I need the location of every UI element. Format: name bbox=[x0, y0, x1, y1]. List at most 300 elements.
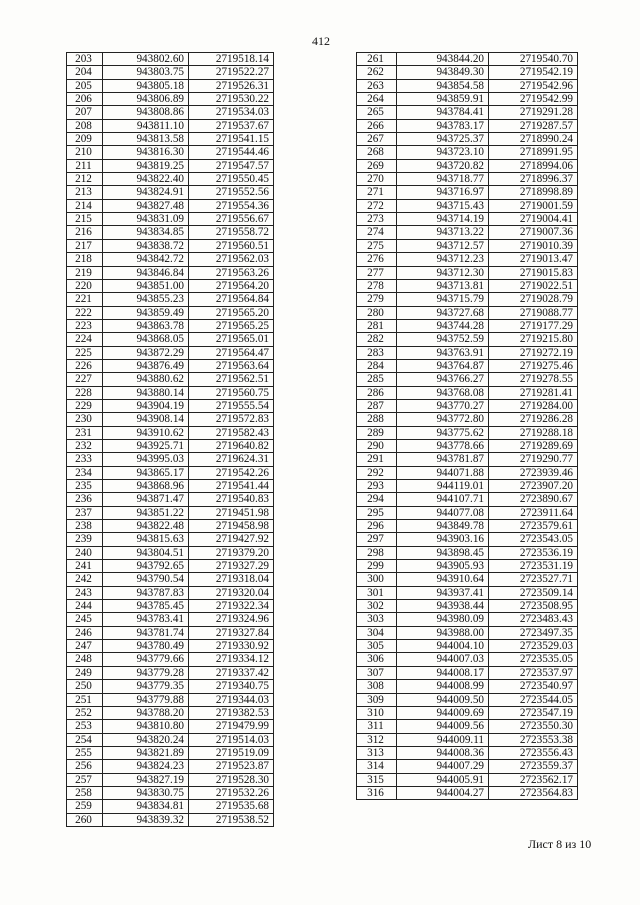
y-coordinate: 2718996.37 bbox=[489, 173, 578, 186]
coordinates-table-left bbox=[66, 52, 274, 827]
point-number: 286 bbox=[357, 386, 397, 399]
table-row bbox=[357, 693, 578, 706]
table-row bbox=[67, 146, 274, 159]
y-coordinate: 2719028.79 bbox=[489, 293, 578, 306]
table-row bbox=[67, 439, 274, 452]
point-number: 312 bbox=[357, 733, 397, 746]
y-coordinate: 2719001.59 bbox=[489, 199, 578, 212]
x-coordinate: 943788.20 bbox=[103, 706, 189, 719]
y-coordinate: 2719565.25 bbox=[189, 319, 274, 332]
x-coordinate: 944009.11 bbox=[397, 733, 489, 746]
y-coordinate: 2723939.46 bbox=[489, 466, 578, 479]
point-number: 293 bbox=[357, 480, 397, 493]
table-row bbox=[357, 173, 578, 186]
x-coordinate: 943842.72 bbox=[103, 253, 189, 266]
x-coordinate: 943910.64 bbox=[397, 573, 489, 586]
table-row bbox=[67, 106, 274, 119]
x-coordinate: 943813.58 bbox=[103, 133, 189, 146]
y-coordinate: 2719013.47 bbox=[489, 253, 578, 266]
table-row bbox=[67, 333, 274, 346]
y-coordinate: 2719177.29 bbox=[489, 319, 578, 332]
point-number: 285 bbox=[357, 373, 397, 386]
table-row bbox=[357, 93, 578, 106]
y-coordinate: 2719382.53 bbox=[189, 706, 274, 719]
y-coordinate: 2719550.45 bbox=[189, 173, 274, 186]
x-coordinate: 943779.28 bbox=[103, 666, 189, 679]
y-coordinate: 2719582.43 bbox=[189, 426, 274, 439]
point-number: 206 bbox=[67, 93, 103, 106]
y-coordinate: 2719278.55 bbox=[489, 373, 578, 386]
page-number: 412 bbox=[312, 34, 330, 48]
x-coordinate: 943903.16 bbox=[397, 533, 489, 546]
y-coordinate: 2719337.42 bbox=[189, 666, 274, 679]
table-row bbox=[357, 159, 578, 172]
point-number: 229 bbox=[67, 399, 103, 412]
point-number: 282 bbox=[357, 333, 397, 346]
x-coordinate: 943937.41 bbox=[397, 586, 489, 599]
table-row bbox=[357, 546, 578, 559]
table-row bbox=[67, 173, 274, 186]
table-row bbox=[67, 239, 274, 252]
point-number: 314 bbox=[357, 760, 397, 773]
y-coordinate: 2719563.26 bbox=[189, 266, 274, 279]
y-coordinate: 2719334.12 bbox=[189, 653, 274, 666]
table-row bbox=[357, 66, 578, 79]
x-coordinate: 943839.32 bbox=[103, 813, 189, 826]
table-row bbox=[357, 266, 578, 279]
point-number: 300 bbox=[357, 573, 397, 586]
y-coordinate: 2719330.92 bbox=[189, 640, 274, 653]
x-coordinate: 943876.49 bbox=[103, 359, 189, 372]
y-coordinate: 2723529.03 bbox=[489, 640, 578, 653]
x-coordinate: 943787.83 bbox=[103, 586, 189, 599]
x-coordinate: 943872.29 bbox=[103, 346, 189, 359]
x-coordinate: 943871.47 bbox=[103, 493, 189, 506]
x-coordinate: 943805.18 bbox=[103, 79, 189, 92]
point-number: 219 bbox=[67, 266, 103, 279]
x-coordinate: 943778.66 bbox=[397, 439, 489, 452]
x-coordinate: 943844.20 bbox=[397, 53, 489, 66]
point-number: 235 bbox=[67, 480, 103, 493]
table-row bbox=[357, 119, 578, 132]
x-coordinate: 943910.62 bbox=[103, 426, 189, 439]
x-coordinate: 943938.44 bbox=[397, 600, 489, 613]
point-number: 256 bbox=[67, 760, 103, 773]
y-coordinate: 2719565.01 bbox=[189, 333, 274, 346]
y-coordinate: 2719564.47 bbox=[189, 346, 274, 359]
table-row bbox=[67, 533, 274, 546]
y-coordinate: 2718994.06 bbox=[489, 159, 578, 172]
x-coordinate: 943995.03 bbox=[103, 453, 189, 466]
table-row bbox=[67, 66, 274, 79]
point-number: 233 bbox=[67, 453, 103, 466]
point-number: 268 bbox=[357, 146, 397, 159]
table-row bbox=[357, 253, 578, 266]
x-coordinate: 943821.89 bbox=[103, 746, 189, 759]
y-coordinate: 2719558.72 bbox=[189, 226, 274, 239]
y-coordinate: 2719327.29 bbox=[189, 560, 274, 573]
table-row bbox=[67, 279, 274, 292]
point-number: 224 bbox=[67, 333, 103, 346]
point-number: 208 bbox=[67, 119, 103, 132]
point-number: 297 bbox=[357, 533, 397, 546]
table-row bbox=[357, 346, 578, 359]
x-coordinate: 943820.24 bbox=[103, 733, 189, 746]
point-number: 308 bbox=[357, 680, 397, 693]
y-coordinate: 2719514.03 bbox=[189, 733, 274, 746]
y-coordinate: 2719318.04 bbox=[189, 573, 274, 586]
y-coordinate: 2719572.83 bbox=[189, 413, 274, 426]
table-row bbox=[357, 733, 578, 746]
table-row bbox=[67, 506, 274, 519]
table-row bbox=[67, 680, 274, 693]
point-number: 292 bbox=[357, 466, 397, 479]
x-coordinate: 943816.30 bbox=[103, 146, 189, 159]
x-coordinate: 943838.72 bbox=[103, 239, 189, 252]
point-number: 259 bbox=[67, 800, 103, 813]
table-row bbox=[67, 79, 274, 92]
table-row bbox=[67, 186, 274, 199]
table-row bbox=[357, 720, 578, 733]
point-number: 305 bbox=[357, 640, 397, 653]
table-row bbox=[357, 626, 578, 639]
table-row bbox=[67, 373, 274, 386]
x-coordinate: 943811.10 bbox=[103, 119, 189, 132]
point-number: 290 bbox=[357, 439, 397, 452]
table-row bbox=[357, 786, 578, 799]
point-number: 207 bbox=[67, 106, 103, 119]
x-coordinate: 943802.60 bbox=[103, 53, 189, 66]
x-coordinate: 943804.51 bbox=[103, 546, 189, 559]
table-row bbox=[357, 586, 578, 599]
x-coordinate: 944007.29 bbox=[397, 760, 489, 773]
y-coordinate: 2719542.99 bbox=[489, 93, 578, 106]
y-coordinate: 2719088.77 bbox=[489, 306, 578, 319]
point-number: 277 bbox=[357, 266, 397, 279]
x-coordinate: 943859.49 bbox=[103, 306, 189, 319]
table-row bbox=[67, 773, 274, 786]
x-coordinate: 943790.54 bbox=[103, 573, 189, 586]
sheet-label: Лист 8 из 10 bbox=[528, 837, 592, 851]
y-coordinate: 2719560.51 bbox=[189, 239, 274, 252]
table-row bbox=[357, 466, 578, 479]
point-number: 203 bbox=[67, 53, 103, 66]
x-coordinate: 943808.86 bbox=[103, 106, 189, 119]
y-coordinate: 2719289.69 bbox=[489, 439, 578, 452]
y-coordinate: 2719215.80 bbox=[489, 333, 578, 346]
point-number: 284 bbox=[357, 359, 397, 372]
point-number: 288 bbox=[357, 413, 397, 426]
table-row bbox=[67, 266, 274, 279]
point-number: 217 bbox=[67, 239, 103, 252]
x-coordinate: 943810.80 bbox=[103, 720, 189, 733]
point-number: 252 bbox=[67, 706, 103, 719]
x-coordinate: 943792.65 bbox=[103, 560, 189, 573]
point-number: 241 bbox=[67, 560, 103, 573]
table-row bbox=[67, 640, 274, 653]
table-row bbox=[67, 293, 274, 306]
x-coordinate: 943712.57 bbox=[397, 239, 489, 252]
x-coordinate: 943849.78 bbox=[397, 520, 489, 533]
x-coordinate: 943744.28 bbox=[397, 319, 489, 332]
y-coordinate: 2719290.77 bbox=[489, 453, 578, 466]
x-coordinate: 943806.89 bbox=[103, 93, 189, 106]
y-coordinate: 2719022.51 bbox=[489, 279, 578, 292]
table-row bbox=[67, 199, 274, 212]
point-number: 311 bbox=[357, 720, 397, 733]
table-row bbox=[357, 506, 578, 519]
x-coordinate: 943831.09 bbox=[103, 213, 189, 226]
x-coordinate: 943925.71 bbox=[103, 439, 189, 452]
table-row bbox=[357, 413, 578, 426]
y-coordinate: 2719530.22 bbox=[189, 93, 274, 106]
x-coordinate: 943780.49 bbox=[103, 640, 189, 653]
table-row bbox=[67, 386, 274, 399]
table-row bbox=[67, 560, 274, 573]
y-coordinate: 2719284.00 bbox=[489, 399, 578, 412]
table-row bbox=[67, 786, 274, 799]
table-row bbox=[357, 520, 578, 533]
y-coordinate: 2723550.30 bbox=[489, 720, 578, 733]
x-coordinate: 944004.10 bbox=[397, 640, 489, 653]
x-coordinate: 944005.91 bbox=[397, 773, 489, 786]
point-number: 279 bbox=[357, 293, 397, 306]
x-coordinate: 943714.19 bbox=[397, 213, 489, 226]
point-number: 231 bbox=[67, 426, 103, 439]
y-coordinate: 2719340.75 bbox=[189, 680, 274, 693]
x-coordinate: 943824.23 bbox=[103, 760, 189, 773]
x-coordinate: 943824.91 bbox=[103, 186, 189, 199]
y-coordinate: 2723536.19 bbox=[489, 546, 578, 559]
table-row bbox=[357, 133, 578, 146]
point-number: 249 bbox=[67, 666, 103, 679]
x-coordinate: 943715.43 bbox=[397, 199, 489, 212]
x-coordinate: 943716.97 bbox=[397, 186, 489, 199]
table-row bbox=[357, 186, 578, 199]
y-coordinate: 2719555.54 bbox=[189, 399, 274, 412]
point-number: 204 bbox=[67, 66, 103, 79]
point-number: 218 bbox=[67, 253, 103, 266]
table-row bbox=[357, 613, 578, 626]
point-number: 240 bbox=[67, 546, 103, 559]
y-coordinate: 2719344.03 bbox=[189, 693, 274, 706]
point-number: 226 bbox=[67, 359, 103, 372]
x-coordinate: 943834.85 bbox=[103, 226, 189, 239]
y-coordinate: 2719320.04 bbox=[189, 586, 274, 599]
y-coordinate: 2719015.83 bbox=[489, 266, 578, 279]
table-row bbox=[67, 520, 274, 533]
table-row bbox=[357, 373, 578, 386]
y-coordinate: 2723553.38 bbox=[489, 733, 578, 746]
y-coordinate: 2719562.51 bbox=[189, 373, 274, 386]
point-number: 211 bbox=[67, 159, 103, 172]
table-row bbox=[67, 733, 274, 746]
x-coordinate: 943859.91 bbox=[397, 93, 489, 106]
point-number: 272 bbox=[357, 199, 397, 212]
point-number: 220 bbox=[67, 279, 103, 292]
y-coordinate: 2719288.18 bbox=[489, 426, 578, 439]
y-coordinate: 2719007.36 bbox=[489, 226, 578, 239]
y-coordinate: 2719532.26 bbox=[189, 786, 274, 799]
point-number: 271 bbox=[357, 186, 397, 199]
table-row bbox=[357, 746, 578, 759]
y-coordinate: 2723547.19 bbox=[489, 706, 578, 719]
x-coordinate: 943779.35 bbox=[103, 680, 189, 693]
table-row bbox=[67, 426, 274, 439]
y-coordinate: 2719519.09 bbox=[189, 746, 274, 759]
x-coordinate: 943775.62 bbox=[397, 426, 489, 439]
x-coordinate: 943846.84 bbox=[103, 266, 189, 279]
x-coordinate: 943772.80 bbox=[397, 413, 489, 426]
table-row bbox=[67, 159, 274, 172]
y-coordinate: 2723907.20 bbox=[489, 480, 578, 493]
y-coordinate: 2719286.28 bbox=[489, 413, 578, 426]
table-row bbox=[357, 333, 578, 346]
x-coordinate: 943815.63 bbox=[103, 533, 189, 546]
x-coordinate: 943720.82 bbox=[397, 159, 489, 172]
x-coordinate: 944008.99 bbox=[397, 680, 489, 693]
x-coordinate: 943763.91 bbox=[397, 346, 489, 359]
table-row bbox=[67, 466, 274, 479]
y-coordinate: 2719552.56 bbox=[189, 186, 274, 199]
point-number: 298 bbox=[357, 546, 397, 559]
table-row bbox=[357, 640, 578, 653]
y-coordinate: 2719544.46 bbox=[189, 146, 274, 159]
point-number: 255 bbox=[67, 746, 103, 759]
table-row bbox=[67, 346, 274, 359]
table-row bbox=[67, 800, 274, 813]
x-coordinate: 943830.75 bbox=[103, 786, 189, 799]
point-number: 248 bbox=[67, 653, 103, 666]
x-coordinate: 943988.00 bbox=[397, 626, 489, 639]
point-number: 287 bbox=[357, 399, 397, 412]
y-coordinate: 2723540.97 bbox=[489, 680, 578, 693]
x-coordinate: 944009.50 bbox=[397, 693, 489, 706]
point-number: 295 bbox=[357, 506, 397, 519]
point-number: 214 bbox=[67, 199, 103, 212]
x-coordinate: 943727.68 bbox=[397, 306, 489, 319]
y-coordinate: 2723544.05 bbox=[489, 693, 578, 706]
coordinates-table-right bbox=[356, 52, 578, 800]
y-coordinate: 2718991.95 bbox=[489, 146, 578, 159]
y-coordinate: 2719379.20 bbox=[189, 546, 274, 559]
point-number: 230 bbox=[67, 413, 103, 426]
point-number: 254 bbox=[67, 733, 103, 746]
point-number: 239 bbox=[67, 533, 103, 546]
table-row bbox=[67, 399, 274, 412]
y-coordinate: 2719554.36 bbox=[189, 199, 274, 212]
table-row bbox=[67, 573, 274, 586]
point-number: 234 bbox=[67, 466, 103, 479]
table-row bbox=[357, 146, 578, 159]
point-number: 267 bbox=[357, 133, 397, 146]
table-row bbox=[357, 213, 578, 226]
table-row bbox=[357, 319, 578, 332]
point-number: 205 bbox=[67, 79, 103, 92]
point-number: 274 bbox=[357, 226, 397, 239]
point-number: 223 bbox=[67, 319, 103, 332]
y-coordinate: 2718998.89 bbox=[489, 186, 578, 199]
table-row bbox=[67, 93, 274, 106]
x-coordinate: 944007.03 bbox=[397, 653, 489, 666]
point-number: 304 bbox=[357, 626, 397, 639]
point-number: 215 bbox=[67, 213, 103, 226]
x-coordinate: 944009.56 bbox=[397, 720, 489, 733]
table-row bbox=[357, 53, 578, 66]
table-row bbox=[357, 239, 578, 252]
y-coordinate: 2719451.98 bbox=[189, 506, 274, 519]
y-coordinate: 2723543.05 bbox=[489, 533, 578, 546]
table-row bbox=[67, 319, 274, 332]
x-coordinate: 943863.78 bbox=[103, 319, 189, 332]
x-coordinate: 943712.23 bbox=[397, 253, 489, 266]
y-coordinate: 2719523.87 bbox=[189, 760, 274, 773]
table-row bbox=[67, 119, 274, 132]
table-row bbox=[357, 493, 578, 506]
x-coordinate: 944004.27 bbox=[397, 786, 489, 799]
x-coordinate: 943980.09 bbox=[397, 613, 489, 626]
point-number: 251 bbox=[67, 693, 103, 706]
y-coordinate: 2719526.31 bbox=[189, 79, 274, 92]
x-coordinate: 943779.88 bbox=[103, 693, 189, 706]
table-row bbox=[357, 653, 578, 666]
x-coordinate: 943904.19 bbox=[103, 399, 189, 412]
y-coordinate: 2719562.03 bbox=[189, 253, 274, 266]
x-coordinate: 943908.14 bbox=[103, 413, 189, 426]
table-row bbox=[357, 439, 578, 452]
point-number: 209 bbox=[67, 133, 103, 146]
point-number: 222 bbox=[67, 306, 103, 319]
table-row bbox=[67, 760, 274, 773]
table-row bbox=[67, 53, 274, 66]
point-number: 243 bbox=[67, 586, 103, 599]
x-coordinate: 944071.88 bbox=[397, 466, 489, 479]
x-coordinate: 943880.14 bbox=[103, 386, 189, 399]
table-row bbox=[357, 386, 578, 399]
x-coordinate: 943783.17 bbox=[397, 119, 489, 132]
x-coordinate: 943868.05 bbox=[103, 333, 189, 346]
point-number: 260 bbox=[67, 813, 103, 826]
y-coordinate: 2719564.84 bbox=[189, 293, 274, 306]
table-row bbox=[67, 613, 274, 626]
x-coordinate: 943834.81 bbox=[103, 800, 189, 813]
table-row bbox=[357, 533, 578, 546]
point-number: 216 bbox=[67, 226, 103, 239]
x-coordinate: 943785.45 bbox=[103, 600, 189, 613]
x-coordinate: 943725.37 bbox=[397, 133, 489, 146]
x-coordinate: 943854.58 bbox=[397, 79, 489, 92]
x-coordinate: 943827.48 bbox=[103, 199, 189, 212]
y-coordinate: 2719479.99 bbox=[189, 720, 274, 733]
table-row bbox=[67, 253, 274, 266]
point-number: 213 bbox=[67, 186, 103, 199]
point-number: 313 bbox=[357, 746, 397, 759]
table-row bbox=[357, 706, 578, 719]
y-coordinate: 2719556.67 bbox=[189, 213, 274, 226]
x-coordinate: 943905.93 bbox=[397, 560, 489, 573]
point-number: 221 bbox=[67, 293, 103, 306]
point-number: 283 bbox=[357, 346, 397, 359]
table-row bbox=[357, 306, 578, 319]
x-coordinate: 943781.87 bbox=[397, 453, 489, 466]
x-coordinate: 943822.40 bbox=[103, 173, 189, 186]
table-row bbox=[357, 666, 578, 679]
point-number: 244 bbox=[67, 600, 103, 613]
y-coordinate: 2723537.97 bbox=[489, 666, 578, 679]
x-coordinate: 944008.36 bbox=[397, 746, 489, 759]
y-coordinate: 2719272.19 bbox=[489, 346, 578, 359]
table-row bbox=[357, 680, 578, 693]
